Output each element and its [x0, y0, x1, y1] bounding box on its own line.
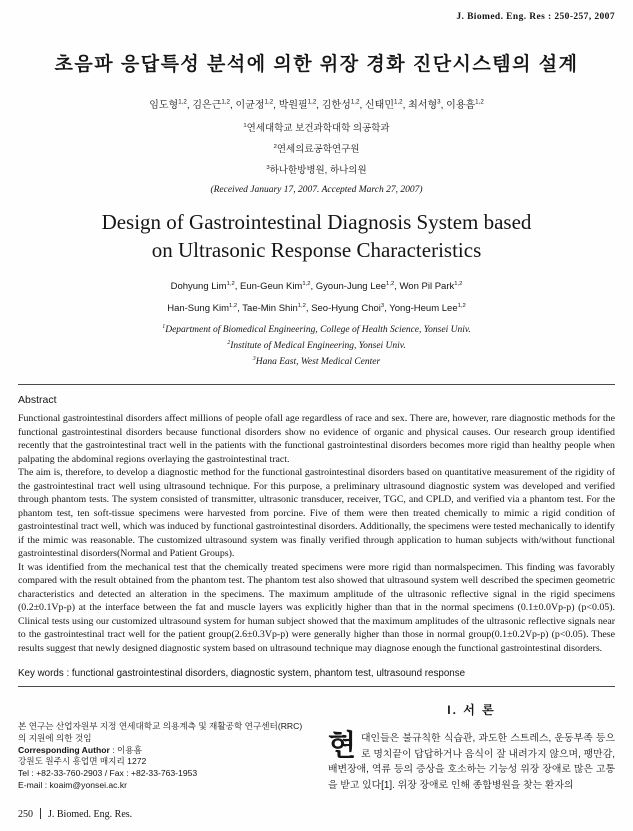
received-accepted-line: (Received January 17, 2007. Accepted March 27, 2007)	[210, 185, 423, 195]
two-column-body	[18, 697, 615, 793]
english-author-list	[18, 276, 615, 320]
abstract-bottom-rule	[18, 686, 615, 687]
abstract-top-rule	[18, 384, 615, 385]
journal-reference: J. Biomed. Eng. Res : 250-257, 2007	[456, 12, 615, 22]
english-title-line2: on Ultrasonic Response Characteristics	[151, 238, 482, 262]
introduction-text: 대인들은 불규칙한 식습관, 과도한 스트레스, 운동부족 등으로 명치끝이 답답하거나 음식이 잘 내려가지 않으며, 팽만감, 배변장애, 역류 등의 증상을 호소하는 기능성 위장 장애로 많은 고통을 받고 있다[1]. 위장 장애로 인해 종합병원을 찾는 환자의	[328, 733, 615, 791]
english-affiliations: $^1$Department of Biomedical Engineering, College of Health Science, Yonsei Univ. $^2$Institute of Medical Engineering, Yonsei Univ. $^3$Hana East, West Medical Center	[162, 323, 471, 367]
footer-journal-name: J. Biomed. Eng. Res.	[48, 809, 133, 820]
english-title	[18, 208, 615, 264]
korean-affiliations: $^1$연세대학교 보건과학대학 의공학과 $^2$연세의료공학연구원 $^3$하나한방병원, 하나의원	[243, 122, 390, 176]
keywords-label: Key words :	[18, 668, 70, 679]
introduction-heading: I. 서 론	[447, 703, 496, 717]
corresponding-author-line	[18, 745, 310, 757]
author-footnote	[18, 721, 310, 792]
page-number: 250	[18, 809, 33, 820]
funding-acknowledgment: 본 연구는 산업자원부 지정 연세대학교 의용계측 및 재활공학 연구센터(RRC)의 지원에 의한 것임	[18, 721, 303, 743]
english-author-line: Dohyung Lim$^{1,2}$, Eun-Geun Kim$^{1,2}$, Gyoun-Jung Lee$^{1,2}$, Won Pil Park$^{1,2}$	[170, 280, 463, 292]
dropcap-character: 현	[328, 730, 357, 762]
corresponding-author-label: Corresponding Author	[18, 744, 110, 755]
corresponding-author-address: 강원도 원주시 흥업면 매지리 1272	[18, 756, 147, 767]
right-column	[328, 697, 615, 793]
keywords-line	[18, 668, 615, 679]
corresponding-author-separator: :	[109, 744, 117, 755]
abstract-body: Functional gastrointestinal disorders affect millions of people ofall age regardless of race and sex. There are, however, rare diagnostic methods for the functional gastrointestinal disorders because functional disorders show no evidence of organic and physical causes. Our research group identified recently that the gastrointestinal tract well in the patients with the functional gastrointestinal disorders becomes more rigid than healthy people when palpating the abdominal regions overlaying the gastrointestinal tract. The aim is, therefore, to develop a diagnostic method for the functional gastrointestinal disorders based on quantitative measurement of the rigidity of the gastrointestinal tract well using ultrasound technique. For this purpose, a preliminary ultrasound diagnostic system was developed and verified through phantom tests. The system consisted of transmitter, ultrasonic transducer, receiver, TGC, and CPLD, and verified via a phantom test. For the phantom test, ten soft-tissue specimens were harvested from porcine. Five of them were then treated chemically to mimic a rigid condition of gastrointestinal tract well, which was induced by functional gastrointestinal disorders. Additionally, the specimens were tested mechanically to identify if the mimic was reasonable. The customized ultrasound system was finally verified through application to human subjects with/without functional gastrointestinal disorders(Normal and Patient Groups). It was identified from the mechanical test that the chemically treated specimens were more rigid than normalspecimen. This finding was favorably compared with the result obtained from the phantom test. The phantom test also showed that ultrasound system well described the specimen geometric characteristics and detected an alteration in the specimens. The maximum amplitude of the ultrasonic reflective signal in the rigid specimens (0.2±0.1Vp-p) at the interface between the fat and muscle layers was explicitly higher than that in the normal specimens (0.1±0.0Vp-p) (p<0.05). Clinical tests using our customized ultrasound system for human subject showed that the maximum amplitudes of the ultrasonic reflective signals near to the gastrointestinal tract well for the patient group(2.6±0.3Vp-p) were generally higher than those in normal group(0.1±0.2Vp-p) (p<0.05). These results suggest that newly designed diagnostic system based on ultrasound technique may diagnose enough the functional gastrointestinal disorders.	[18, 413, 615, 654]
tel-fax-line: Tel : +82-33-760-2903 / Fax : +82-33-763-1953	[18, 768, 198, 779]
korean-author-list: 임도형$^{1,2}$, 김은근$^{1,2}$, 이균정$^{1,2}$, 박원필$^{1,2}$, 김한성$^{1,2}$, 신태민$^{1,2}$, 최서형$^3$, 이용흠$^{1,2}$	[149, 98, 484, 111]
english-author-line: Han-Sung Kim$^{1,2}$, Tae-Min Shin$^{1,2}$, Seo-Hyung Choi$^3$, Yong-Heum Lee$^{1,2}$	[167, 302, 466, 314]
left-column	[18, 697, 310, 793]
introduction-paragraph	[328, 731, 615, 793]
abstract-heading: Abstract	[18, 394, 57, 406]
footer-divider	[40, 808, 41, 819]
keywords-text: functional gastrointestinal disorders, diagnostic system, phantom test, ultrasound response	[71, 668, 466, 679]
korean-title: 초음파 응답특성 분석에 의한 위장 경화 진단시스템의 설계	[54, 54, 579, 75]
corresponding-author-name: 이용흠	[117, 744, 142, 755]
english-title-line1: Design of Gastrointestinal Diagnosis System based	[101, 210, 532, 234]
email-line: E-mail : koaim@yonsei.ac.kr	[18, 779, 128, 790]
page-footer	[18, 808, 132, 820]
